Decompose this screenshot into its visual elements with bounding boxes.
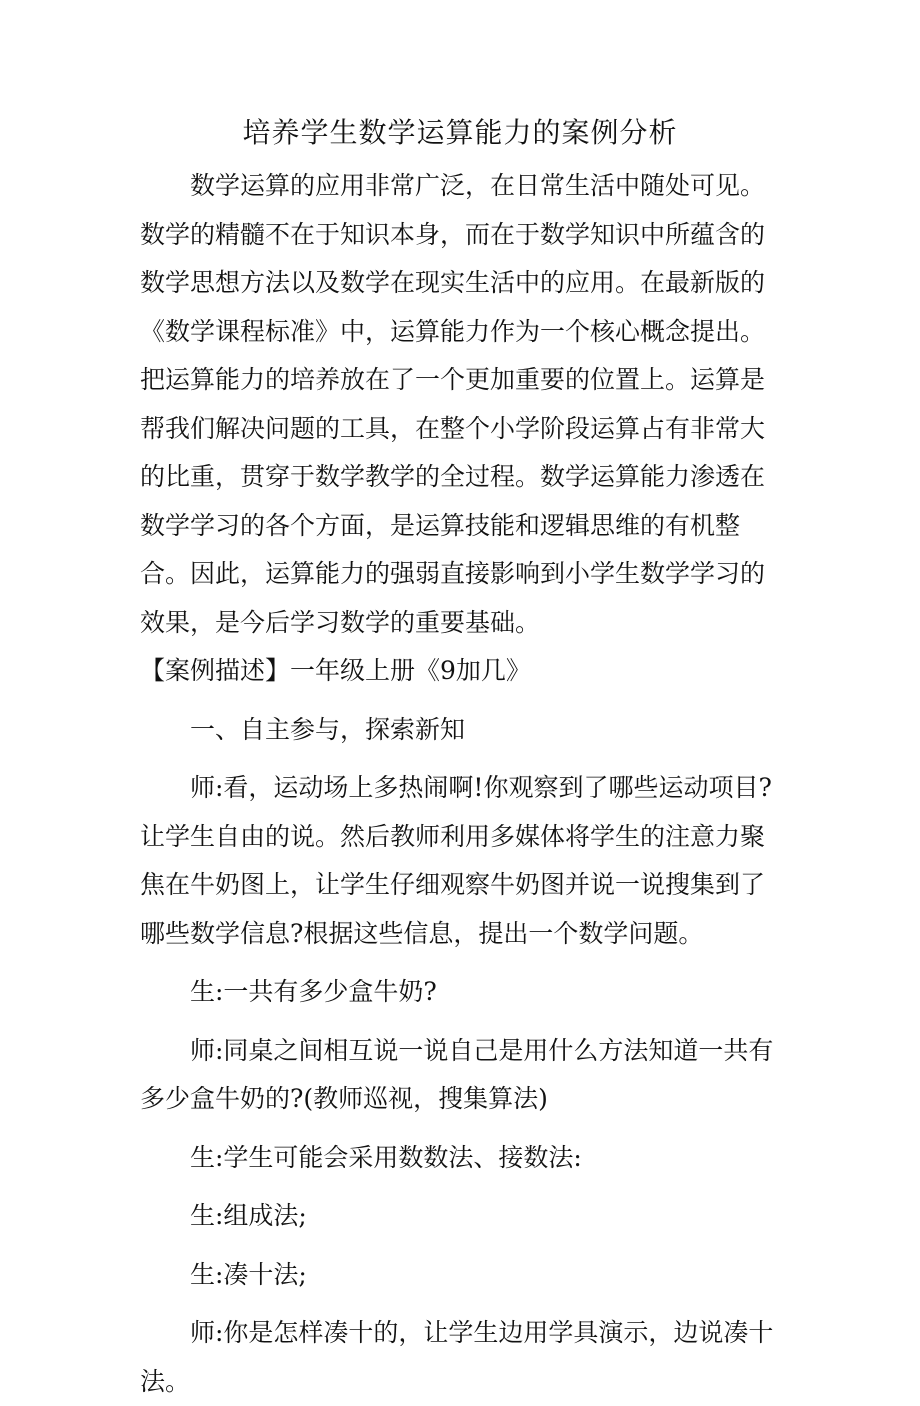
dialogue-paragraph: 生:组成法; (190, 1201, 307, 1230)
document-title: 培养学生数学运算能力的案例分析 (242, 116, 678, 149)
section-heading: 一、自主参与，探索新知 (190, 714, 466, 744)
intro-paragraph: 数学运算的应用非常广泛，在日常生活中随处可见。数学的精髓不在于知识本身，而在于数学知识中所蕴含的数学思想方法以及数学在现实生活中的应用。在最新版的《数学课程标准》中，运算能力作为一个核心概念提出。把运算能力的培养放在了一个更加重要的位置上。运算是帮我们解决问题的工具，在整个小学阶段运算占有非常大的比重，贯穿于数学教学的全过程。数学运算能力渗透在数学学习的各个方面，是运算技能和逻辑思维的有机整合。因此，运算能力的强弱直接影响到小学生数学学习的效果，是今后学习数学的重要基础。 (140, 171, 766, 637)
dialogue-paragraph: 生:凑十法; (190, 1259, 307, 1289)
dialogue-paragraph: 生:学生可能会采用数数法、接数法: (190, 1142, 582, 1172)
case-heading: 【案例描述】一年级上册《9加几》 (140, 656, 531, 685)
dialogue-paragraph: 师:同桌之间相互说一说自己是用什么方法知道一共有多少盒牛奶的?(教师巡视，搜集算法) (140, 1035, 774, 1113)
dialogue-paragraph: 师:你是怎样凑十的，让学生边用学具演示，边说凑十法。 (140, 1318, 774, 1396)
dialogue-paragraph: 生:一共有多少盒牛奶? (190, 977, 437, 1006)
dialogue-paragraph: 师:看，运动场上多热闹啊!你观察到了哪些运动项目?让学生自由的说。然后教师利用多媒体将学生的注意力聚焦在牛奶图上，让学生仔细观察牛奶图并说一说搜集到了哪些数学信息?根据这些信息，提出一个数学问题。 (140, 773, 772, 948)
document-body (140, 162, 782, 1406)
